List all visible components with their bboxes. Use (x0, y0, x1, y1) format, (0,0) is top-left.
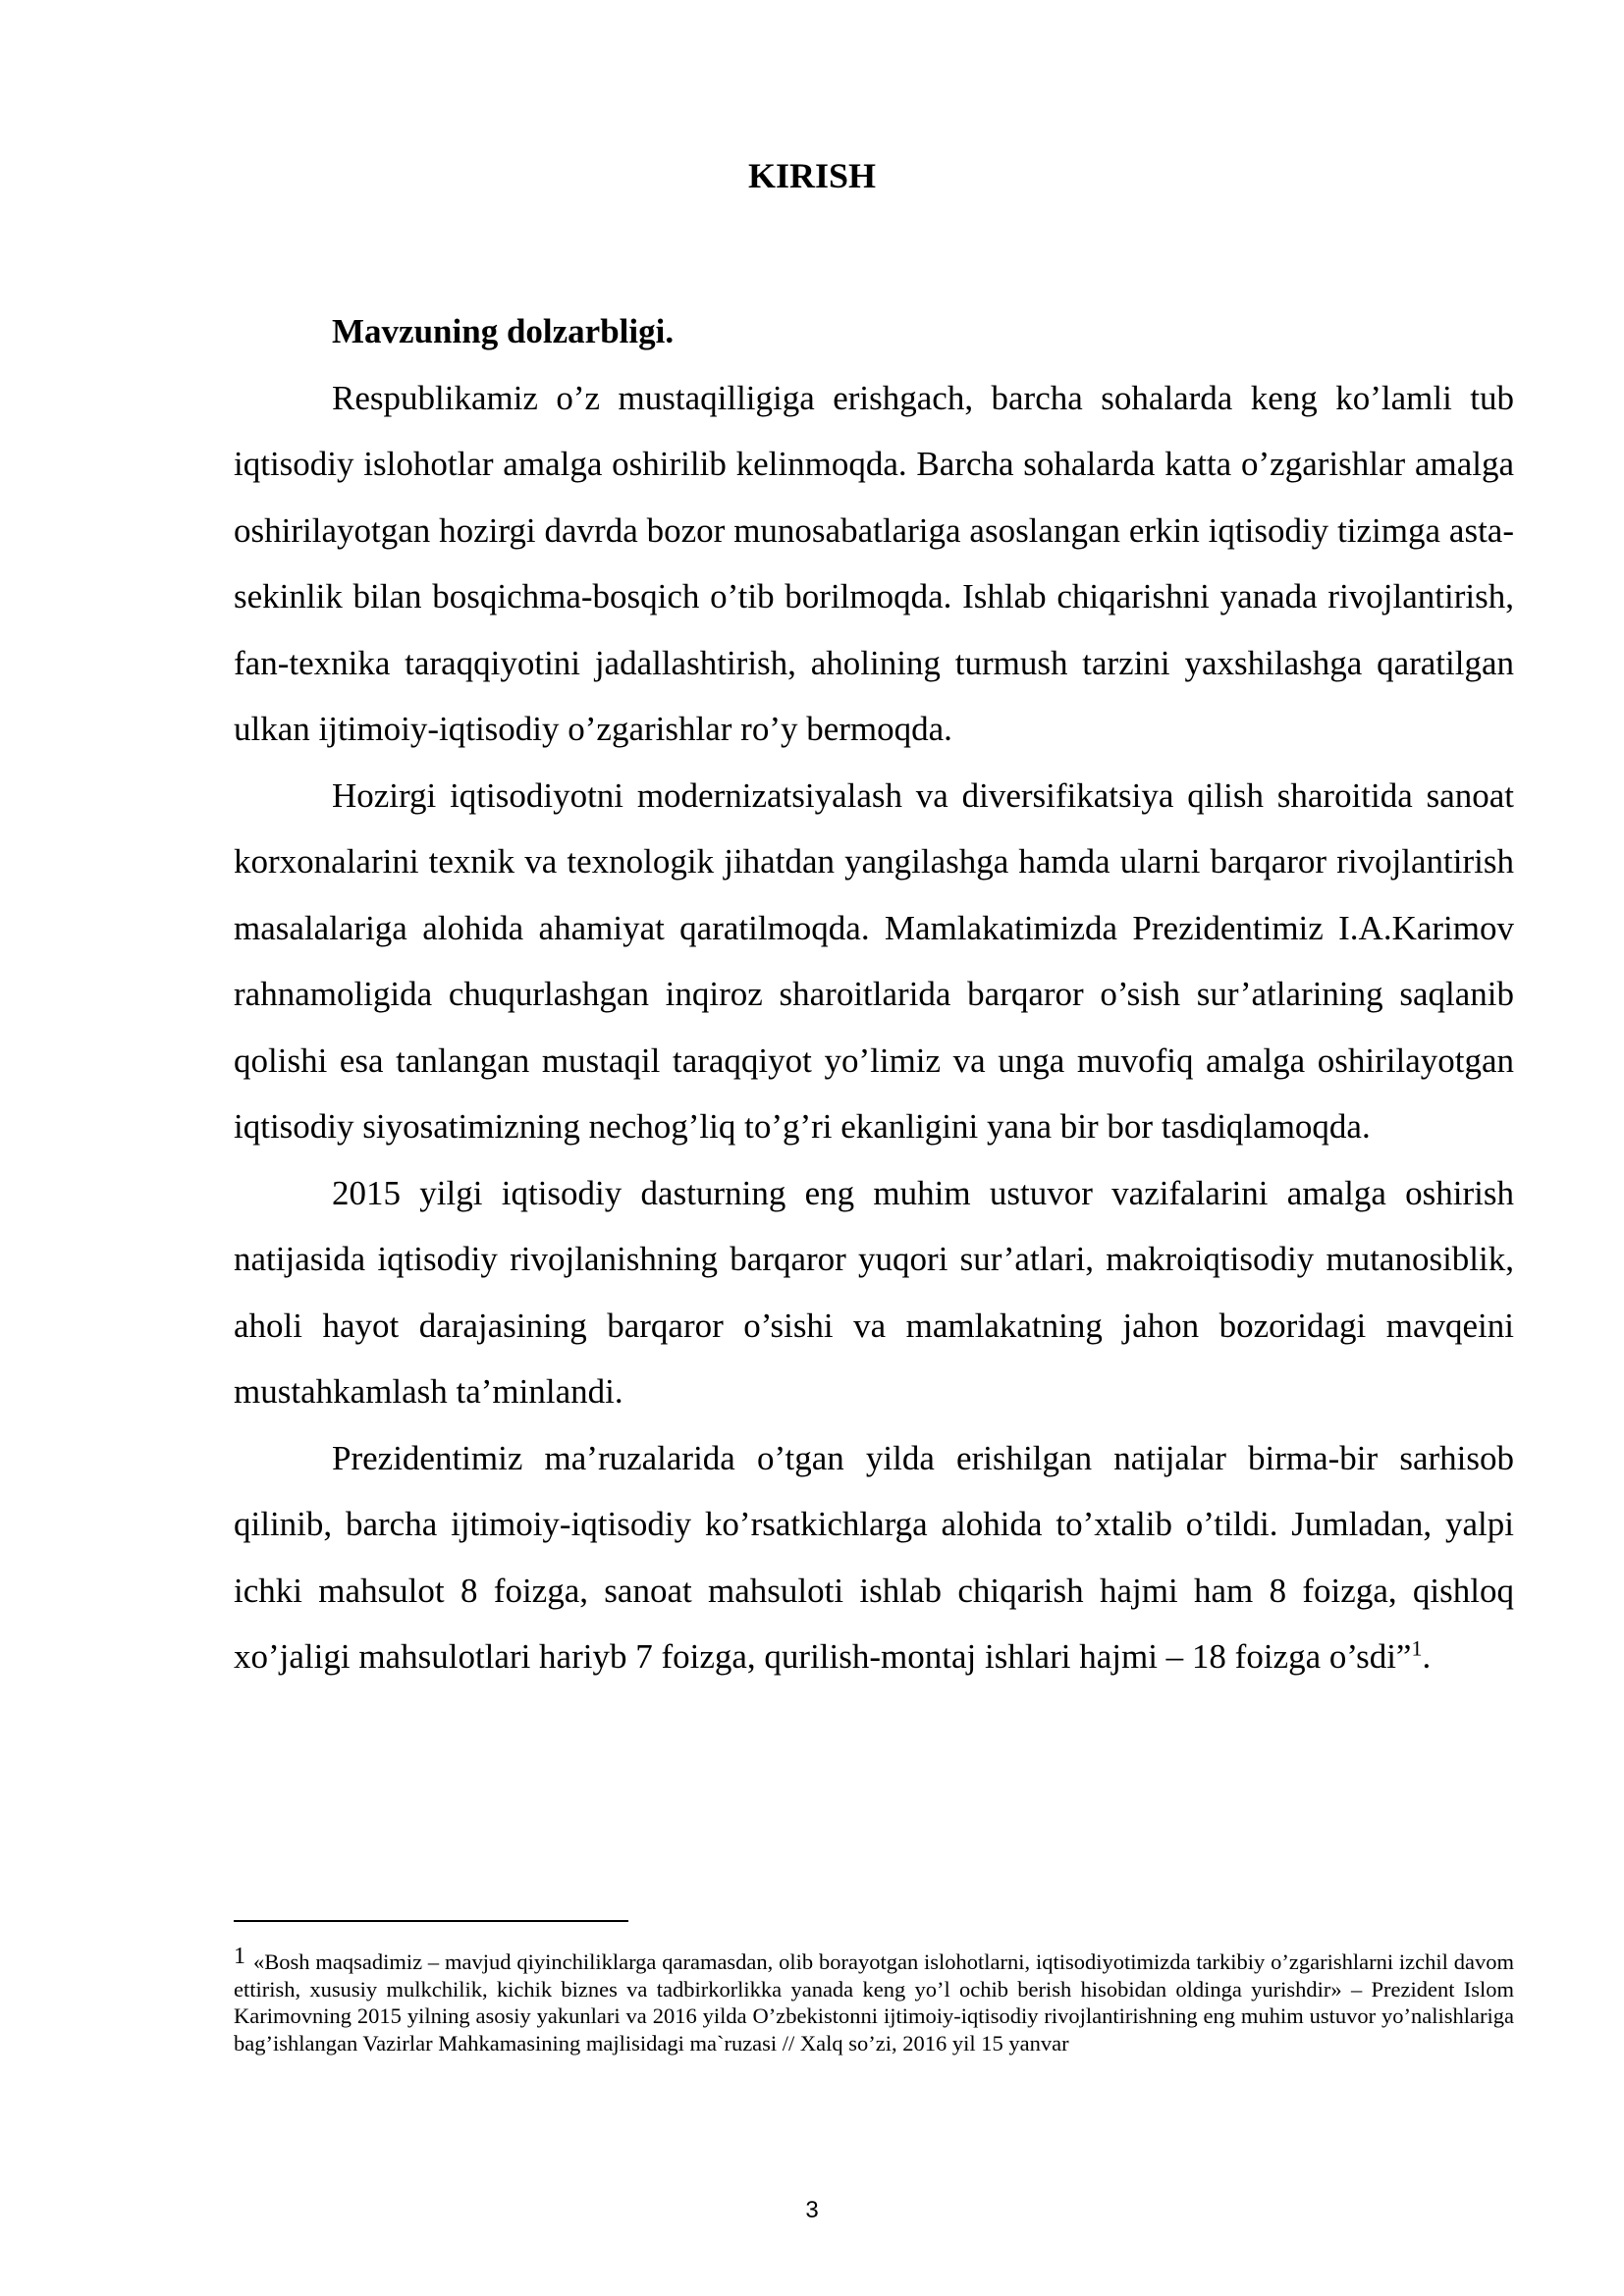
footnote-reference[interactable]: 1 (1411, 1635, 1423, 1661)
page-title: KIRISH (747, 156, 877, 195)
footnote-marker: 1 (234, 1944, 245, 1969)
body-text (234, 298, 1514, 1690)
paragraph-2: Hozirgi iqtisodiyotni modernizatsiyalash va diversifikatsiya qilish sharoitida sanoat korxonalarini texnik va texnologik jihatdan yangilashga hamda ularni barqaror rivojlantirish masalalariga alohida ahamiyat qaratilmoqda. Mamlakatimizda Prezidentimiz I.A.Karimov rahnamoligida chuqurlashgan inqiroz sharoitlarida barqaror o’sish sur’atlarining saqlanib qolishi esa tanlangan mustaqil taraqqiyot yo’limiz va unga muvofiq amalga oshirilayotgan iqtisodiy siyosatimizning nechog’liq to’g’ri ekanligini yana bir bor tasdiqlamoqda. (234, 775, 1514, 1146)
paragraph-1: Respublikamiz o’z mustaqilligiga erishgach, barcha sohalarda keng ko’lamli tub iqtisodiy islohotlar amalga oshirilib kelinmoqda. Barcha sohalarda katta o’zgarishlar amalga oshirilayotgan hozirgi davrda bozor munosabatlariga asoslangan erkin iqtisodiy tizimga asta-sekinlik bilan bosqichma-bosqich o’tib borilmoqda. Ishlab chiqarishni yanada rivojlantirish, fan-texnika taraqqiyotini jadallashtirish, aholining turmush tarzini yaxshilashga qaratilgan ulkan ijtimoiy-iqtisodiy o’zgarishlar ro’y bermoqda. (234, 378, 1514, 748)
paragraph-3: 2015 yilgi iqtisodiy dasturning eng muhim ustuvor vazifalarini amalga oshirish natijasida iqtisodiy rivojlanishning barqaror yuqori sur’atlari, makroiqtisodiy mutanosiblik, aholi hayot darajasining barqaror o’sishi va mamlakatning jahon bozoridagi mavqeini mustahkamlash ta’minlandi. (234, 1173, 1514, 1411)
paragraph-4 (234, 1425, 1514, 1690)
footnote (234, 1944, 1514, 2056)
footnote-text: «Bosh maqsadimiz – mavjud qiyinchiliklarga qaramasdan, olib borayotgan islohotlarni, iqtisodiyotimizda tarkibiy o’zgarishlarni izchil davom ettirish, xususiy mulkchilik, kichik biznes va tadbirkorlikka yanada keng yo’l ochib berish hisobidan oldinga yurishdir» – Prezident Islom Karimovning 2015 yilning asosiy yakunlari va 2016 yilda O’zbekistonni ijtimoiy-iqtisodiy rivojlantirishning eng muhim ustuvor yo’nalishlariga bag’ishlangan Vazirlar Mahkamasining majlisidagi ma`ruzasi // Xalq so’zi, 2016 yil 15 yanvar (234, 1949, 1514, 2056)
page-number: 3 (805, 2197, 819, 2223)
paragraph-4-period: . (1422, 1637, 1432, 1676)
section-subheading: Mavzuning dolzarbligi. (332, 312, 675, 350)
paragraph-4-text: Prezidentimiz ma’ruzalarida o’tgan yilda erishilgan natijalar birma-bir sarhisob qilinib, barcha ijtimoiy-iqtisodiy ko’rsatkichlarga alohida to’xtalib o’tildi. Jumladan, yalpi ichki mahsulot 8 foizga, sanoat mahsuloti ishlab chiqarish hajmi ham 8 foizga, qishloq xo’jaligi mahsulotlari hariyb 7 foizga, qurilish-montaj ishlari hajmi – 18 foizga o’sdi” (234, 1438, 1514, 1676)
footnote-separator (234, 1920, 628, 1922)
